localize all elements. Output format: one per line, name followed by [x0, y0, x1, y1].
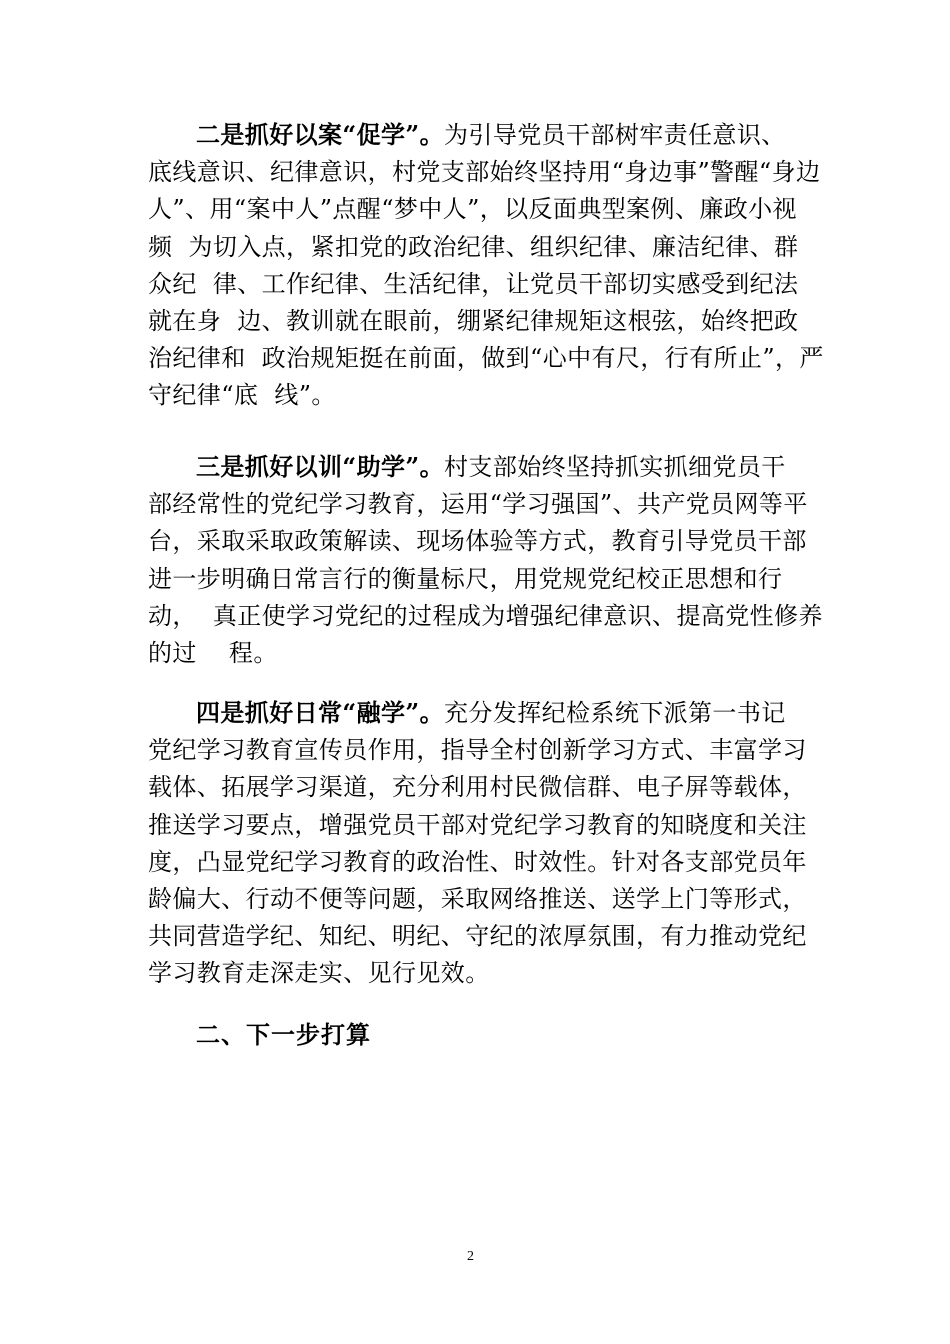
section-heading: 二、下一步打算 — [196, 1021, 371, 1049]
paragraph-line: 台，采取采取政策解读、现场体验等方式，教育引导党员干部 — [148, 527, 807, 556]
paragraph-line: 度，凸显党纪学习教育的政治性、时效性。针对各支部党员年 — [148, 847, 807, 876]
paragraph-line: 人”、用“案中人”点醒“梦中人”，以反面典型案例、廉政小视 — [148, 195, 797, 224]
paragraph-text: 村支部始终坚持抓实抓细党员干 — [444, 453, 786, 481]
page-number: 2 — [467, 1249, 474, 1264]
paragraph-line: 就在身 边、教训就在眼前，绷紧纪律规矩这根弦，始终把政 — [148, 307, 799, 335]
paragraph-line: 进一步明确日常言行的衡量标尺，用党规党纪校正思想和行 — [148, 564, 783, 593]
paragraph-line: 治纪律和 政治规矩挺在前面，做到“心中有尺，行有所止”，严 — [148, 344, 824, 373]
paragraph-line: 底线意识、纪律意识，村党支部始终坚持用“身边事”警醒“身边 — [148, 158, 821, 187]
paragraph-lead: 三是抓好以训“助学”。 — [196, 452, 445, 481]
paragraph-line: 守纪律“底 线”。 — [148, 381, 336, 410]
paragraph-line: 学习教育走深走实、见行见效。 — [148, 959, 490, 988]
paragraph-line: 共同营造学纪、知纪、明纪、守纪的浓厚氛围，有力推动党纪 — [148, 922, 807, 951]
paragraph-line: 龄偏大、行动不便等问题，采取网络推送、送学上门等形式， — [148, 885, 807, 913]
paragraph-line: 的过 程。 — [148, 639, 278, 667]
paragraph-line — [196, 118, 786, 152]
paragraph-line — [196, 450, 786, 484]
paragraph-text: 充分发挥纪检系统下派第一书记 — [444, 699, 786, 727]
paragraph-line: 推送学习要点，增强党员干部对党纪学习教育的知晓度和关注 — [148, 810, 807, 839]
paragraph-text: 为引导党员干部树牢责任意识、 — [444, 121, 786, 149]
paragraph-line: 众纪 律、工作纪律、生活纪律，让党员干部切实感受到纪法 — [148, 269, 799, 298]
paragraph-lead: 四是抓好日常“融学”。 — [196, 698, 445, 727]
paragraph-lead: 二是抓好以案“促学”。 — [196, 120, 445, 149]
paragraph-line: 载体、拓展学习渠道，充分利用村民微信群、电子屏等载体， — [148, 773, 807, 802]
paragraph-line: 动， 真正使学习党纪的过程成为增强纪律意识、提高党性修养 — [148, 601, 823, 630]
paragraph-line: 频 为切入点，紧扣党的政治纪律、组织纪律、廉洁纪律、群 — [148, 232, 799, 261]
paragraph-line: 党纪学习教育宣传员作用，指导全村创新学习方式、丰富学习 — [148, 736, 807, 765]
paragraph-line — [196, 696, 786, 730]
paragraph-line: 部经常性的党纪学习教育，运用“学习强国”、共产党员网等平 — [148, 490, 808, 519]
